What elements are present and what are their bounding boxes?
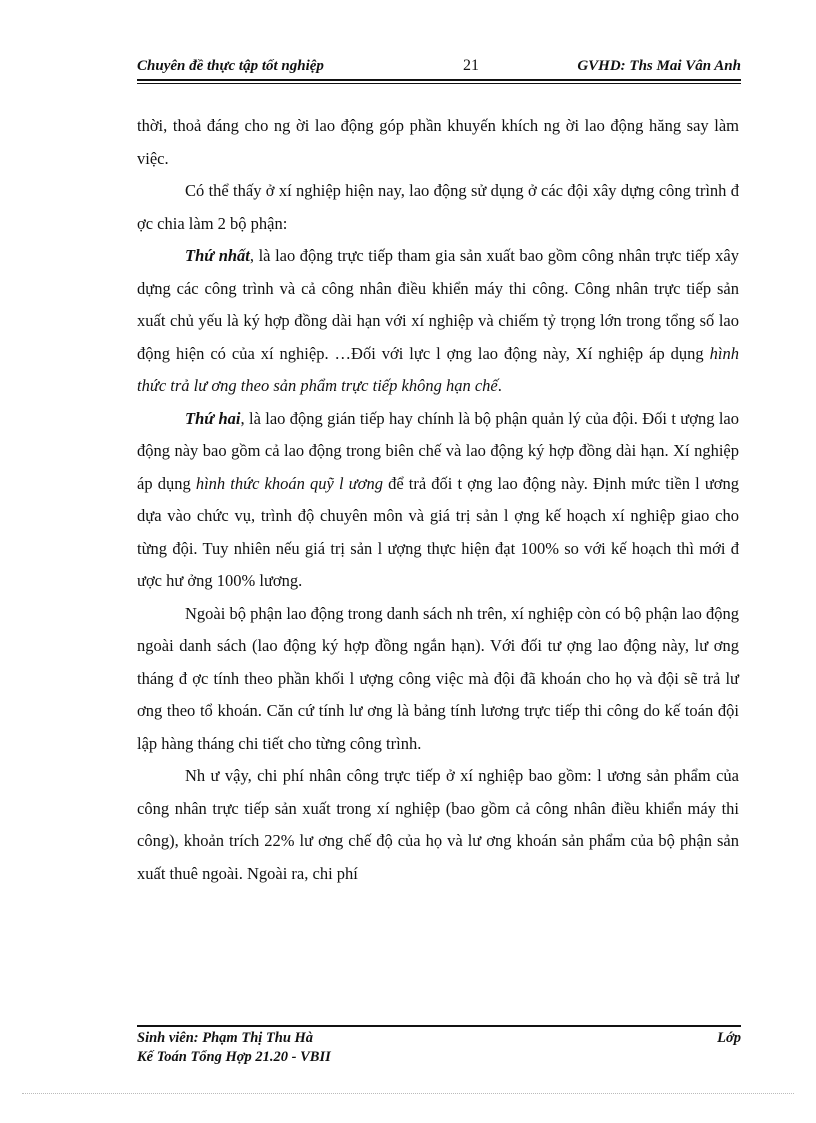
footer-student: Sinh viên: Phạm Thị Thu Hà [137,1030,314,1046]
paragraph-6: Nh ư vậy, chi phí nhân công trực tiếp ở xí nghiệp bao gồm: l ương sản phẩm của công nhân trực tiếp sản xuất trong xí nghiệp (bao gồm cả công nhân điều khiển máy thi công), khoản trích 22% lư ơng chế độ của họ và lư ơng khoán sản phẩm của bộ phận sản xuất thuê ngoài. Ngoài ra, chi phí [137,766,739,883]
page-bottom-border [22,1093,794,1094]
header-rule-thin [137,83,741,84]
paragraph-2: Có thể thấy ở xí nghiệp hiện nay, lao động sử dụng ở các đội xây dựng công trình đ ợc chia làm 2 bộ phận: [137,181,739,233]
paragraph-4-text2: để trả đối t ợng lao động này. Định mức tiền l ương dựa vào chức vụ, trình độ chuyên môn và giá trị sản l ợng kế hoạch xí nghiệp giao cho từng đội. Tuy nhiên nếu giá trị sản l ượng thực hiện đạt 100% so với kế hoạch thì mới đ ược hư ởng 100% lương. [137,473,740,590]
document-body [137,110,739,890]
footer-class: Kế Toán Tổng Hợp 21.20 - VBII [137,1049,331,1065]
header-title: Chuyên đề thực tập tốt nghiệp [137,58,324,74]
paragraph-4-text: , là lao động gián tiếp hay chính là bộ phận quản lý của đội. Đối t ượng lao động này bao gồm cả lao động trong biên chế và lao động ký hợp đồng dài hạn. Xí nghiệp áp dụng [137,408,739,493]
paragraph-3-italic: hình thức trả lư ơng theo sản phẩm trực tiếp không hạn chế [137,343,739,395]
page-footer [137,1029,741,1067]
header-supervisor: GVHD: Ths Mai Vân Anh [577,58,741,74]
paragraph-4-italic: hình thức khoán quỹ l ương [195,473,383,493]
page-number: 21 [463,57,479,74]
paragraph-3-end: . [497,376,502,395]
paragraph-3 [137,240,739,403]
paragraph-1: thời, thoả đáng cho ng ời lao động góp phần khuyến khích ng ời lao động hăng say làm việc. [137,116,739,168]
paragraph-5: Ngoài bộ phận lao động trong danh sách nh trên, xí nghiệp còn có bộ phận lao động ngoài danh sách (lao động ký hợp đồng ngắn hạn). Với đối tư ợng lao động này, lư ơng tháng đ ợc tính theo phần khối l ượng công việc mà đội đã khoán cho họ và đội sẽ trả lư ơng theo tổ khoán. Căn cứ tính lư ơng là bảng tính lương trực tiếp thi công do kế toán đội lập hàng tháng chi tiết cho từng công trình. [137,603,739,753]
paragraph-4-lead: Thứ hai [185,408,241,428]
page-header [137,56,741,80]
paragraph-4 [137,403,739,598]
paragraph-3-text: , là lao động trực tiếp tham gia sản xuất bao gồm công nhân trực tiếp xây dựng các công trình và cả công nhân điều khiển máy thi công. Công nhân trực tiếp sản xuất chủ yếu là ký hợp đồng dài hạn với xí nghiệp và chiếm tỷ trọng lớn trong tổng số lao động hiện có của xí nghiệp. …Đối với lực l ợng lao động này, Xí nghiệp áp dụng [137,246,740,363]
footer-rule [137,1025,741,1027]
footer-class-label: Lớp [717,1030,741,1046]
header-rule [137,79,741,81]
paragraph-3-lead: Thứ nhất [185,246,250,265]
